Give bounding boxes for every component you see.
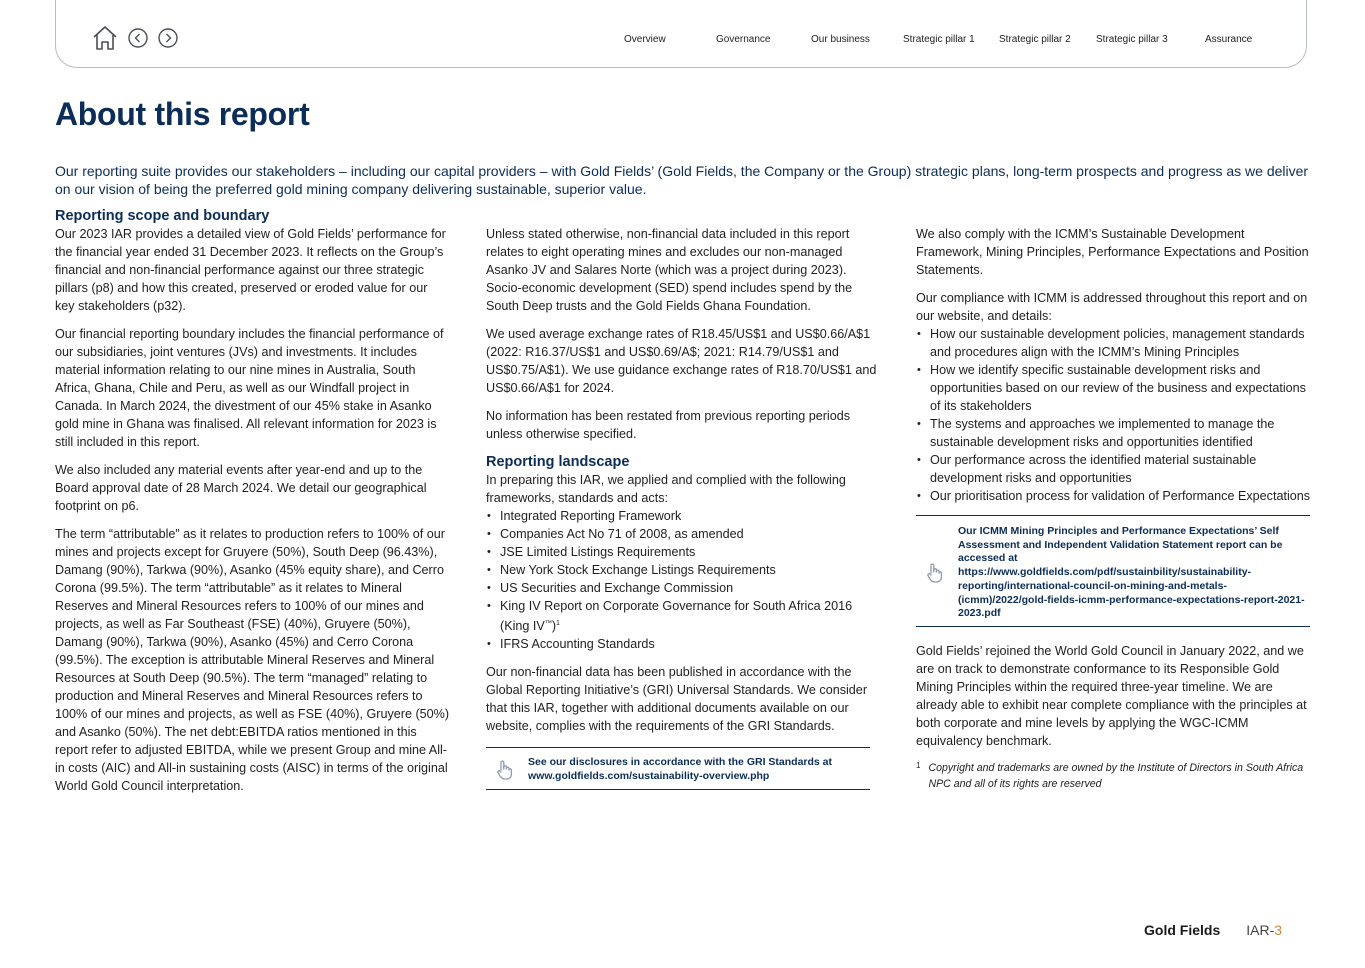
section-heading-landscape: Reporting landscape — [486, 454, 630, 470]
nav-link-strategic-pillar-1[interactable]: Strategic pillar 1 — [903, 34, 975, 45]
page-footer — [1144, 922, 1282, 938]
home-icon[interactable] — [91, 24, 119, 57]
list-item: • JSE Limited Listings Requirements — [486, 543, 881, 561]
paragraph: The term “attributable” as it relates to production refers to 100% of our mines and projects except for Gruyere (50%), South Deep (96.43%), Damang (90%), Tarkwa (90%), Asanko (45% equity share), and Cerro Corona (99.5%). The term “attributable” as it relates to Mineral Reserves and Mineral Resources refers to 100% of our mines and projects, as well as Far Southeast (FSE) (40%), Gruyere (50%), Damang (90%), Tarkwa (90%), Asanko (45%) and Cerro Corona (99.5%). The exception is attributable Mineral Reserves and Mineral Resources at South Deep (90.5%). The term “managed” relating to production and Mineral Reserves and Mineral Resources refers to 100% of our mines and projects, as well as FSE (40%), Gruyere (50%) and Asanko (50%). The net debt:EBITDA ratios mentioned in this report refer to adjusted EBITDA, while we present Group and mine All-in costs (AIC) and All-in sustaining costs (AISC) in terms of the original World Gold Council interpretation. — [55, 527, 450, 793]
footnote — [916, 760, 1312, 792]
column-icmm — [916, 225, 1312, 792]
king-iv-text: King IV Report on Corporate Governance for South Africa 2016 (King IV — [500, 599, 853, 634]
king-iv-close: ) — [551, 619, 557, 634]
list-item: • Our prioritisation process for validation of Performance Expectations — [916, 487, 1312, 505]
paragraph: Our non-financial data has been published in accordance with the Global Reporting Initiative’s (GRI) Universal Standards. We consider that this IAR, together with additional documents available on our website, complies with the requirements of the GRI Standards. — [486, 665, 868, 734]
chevron-right-icon[interactable] — [157, 27, 179, 54]
top-nav-bar — [55, 0, 1307, 68]
paragraph: Our 2023 IAR provides a detailed view of Gold Fields’ performance for the financial year ended 31 December 2023. It reflects on the Group’s financial and non-financial performance against our three strategic pillars (p8) and how this created, preserved or eroded value for our key stakeholders (p32). — [55, 227, 446, 313]
icmm-details-list — [916, 325, 1312, 505]
list-item: • IFRS Accounting Standards — [486, 635, 881, 653]
page-number: 3 — [1274, 922, 1283, 938]
column-scope — [55, 207, 450, 805]
icmm-callout — [916, 515, 1310, 627]
pointer-hand-icon — [492, 759, 518, 781]
frameworks-list — [486, 507, 881, 653]
icmm-callout-text[interactable]: Our ICMM Mining Principles and Performance Expectations’ Self Assessment and Independent Validation Statement report can be accessed at https://www.goldfields.com/pdf/sustainbility/sustainability-reporting/international-council-on-mining-and-metals-(icmm)/2022/gold-fields-icmm-performance-expectations-report-2021-2023.pdf — [958, 525, 1305, 620]
pointer-hand-icon — [922, 562, 948, 584]
paragraph: No information has been restated from previous reporting periods unless otherwise specified. — [486, 409, 851, 441]
list-item: • How our sustainable development policies, management standards and procedures align with the ICMM’s Mining Principles — [916, 325, 1312, 361]
nav-link-our-business[interactable]: Our business — [811, 34, 870, 45]
footnote-number: 1 — [916, 760, 921, 770]
report-label: IAR- — [1246, 922, 1275, 938]
nav-controls — [91, 24, 179, 57]
list-item: • How we identify specific sustainable development risks and opportunities based on our review of the business and expectations of its stakeholders — [916, 361, 1312, 415]
chevron-left-icon[interactable] — [127, 27, 149, 54]
intro-paragraph: Our reporting suite provides our stakeholders – including our capital providers – with Gold Fields’ (Gold Fields, the Company or the Group) strategic plans, long-term prospects and progress as we deliver on our vision of being the preferred gold mining company delivering sustainable, superior value. — [55, 163, 1309, 197]
trademark-mark: ™ — [544, 620, 552, 627]
list-item: • Companies Act No 71 of 2008, as amended — [486, 525, 881, 543]
paragraph: We also included any material events after year-end and up to the Board approval date of 28 March 2024. We detail our geographical footprint on p6. — [55, 463, 427, 513]
page-title: About this report — [55, 96, 310, 132]
paragraph: In preparing this IAR, we applied and complied with the following frameworks, standards and acts: — [486, 473, 846, 505]
column-landscape — [486, 225, 881, 790]
list-item: • New York Stock Exchange Listings Requirements — [486, 561, 881, 579]
nav-link-assurance[interactable]: Assurance — [1205, 34, 1253, 45]
list-item: • Integrated Reporting Framework — [486, 507, 881, 525]
gri-callout — [486, 747, 870, 789]
section-heading-scope: Reporting scope and boundary — [55, 208, 270, 224]
list-item: • US Securities and Exchange Commission — [486, 579, 881, 597]
nav-link-governance[interactable]: Governance — [716, 34, 771, 45]
nav-link-strategic-pillar-3[interactable]: Strategic pillar 3 — [1096, 34, 1168, 45]
paragraph: We used average exchange rates of R18.45/US$1 and US$0.66/A$1 (2022: R16.37/US$1 and US$0.69/A$; 2021: R14.79/US$1 and US$0.75/A$1). We use guidance exchange rates of R18.70/US$1 and US$0.66/A$1 for 2024. — [486, 327, 877, 395]
nav-link-strategic-pillar-2[interactable]: Strategic pillar 2 — [999, 34, 1071, 45]
list-item: • Our performance across the identified material sustainable development risks and opportunities — [916, 451, 1312, 487]
paragraph: Gold Fields’ rejoined the World Gold Council in January 2022, and we are on track to demonstrate conformance to its Responsible Gold Mining Principles within the required three-year timeline. We are already able to exhibit near complete compliance with the principles at both corporate and mine levels by applying the WGC-ICMM equivalency benchmark. — [916, 643, 1307, 748]
list-item: • The systems and approaches we implemented to manage the sustainable development risks and opportunities identified — [916, 415, 1312, 451]
paragraph: Unless stated otherwise, non-financial data included in this report relates to eight operating mines and excludes our non-managed Asanko JV and Salares Norte (which was a project during 2023). Socio-economic development (SED) spend includes spend by the South Deep trusts and the Gold Fields Ghana Foundation. — [486, 227, 853, 313]
nav-link-overview[interactable]: Overview — [624, 34, 666, 45]
paragraph: Our compliance with ICMM is addressed throughout this report and on our website, and details: — [916, 291, 1308, 323]
footnote-ref: 1 — [556, 620, 560, 627]
brand-name: Gold Fields — [1144, 922, 1221, 938]
gri-callout-text[interactable]: See our disclosures in accordance with the GRI Standards at www.goldfields.com/sustainability-overview.php — [528, 756, 833, 782]
footnote-text: Copyright and trademarks are owned by the Institute of Directors in South Africa NPC and all of its rights are reserved — [928, 761, 1304, 790]
paragraph: Our financial reporting boundary includes the financial performance of our subsidiaries, joint ventures (JVs) and investments. It includes material information relating to our nine mines in Australia, South Africa, Ghana, Chile and Peru, as well as our Windfall project in Canada. In March 2024, the divestment of our 45% stake in Asanko gold mine in Ghana was finalised. All relevant information for 2023 is still included in this report. — [55, 327, 444, 449]
paragraph: We also comply with the ICMM’s Sustainable Development Framework, Mining Principles, Performance Expectations and Position Statements. — [916, 227, 1309, 277]
list-item — [486, 597, 881, 635]
